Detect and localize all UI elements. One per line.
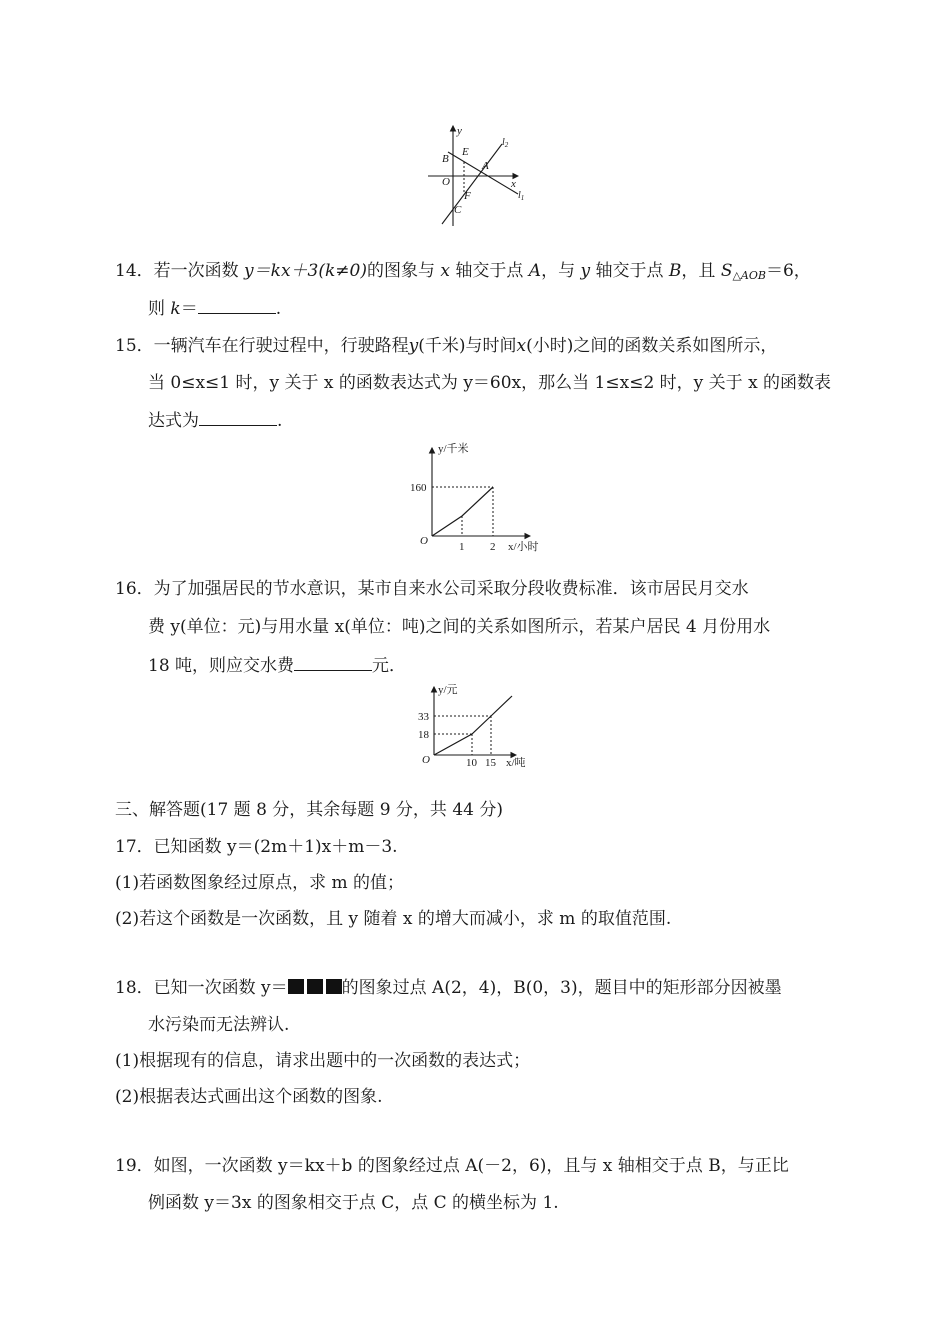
question-16: 16．为了加强居民的节水意识，某市自来水公司采取分段收费标准．该市居民月交水	[115, 579, 749, 599]
question-17: 17．已知函数 y＝(2m＋1)x＋m－3.	[115, 837, 398, 857]
x-tick-10: 10	[466, 757, 477, 769]
label-e: E	[462, 146, 469, 158]
question-15-line3: 达式为 .	[148, 411, 283, 431]
question-16-line3: 18 吨，则应交水费 元．	[148, 656, 407, 676]
x-tick-2: 2	[490, 541, 496, 553]
question-16-line2: 费 y(单位：元)与用水量 x(单位：吨)之间的关系如图所示，若某户居民 4 月份用水	[148, 617, 771, 637]
x-tick-1: 1	[459, 541, 465, 553]
x-axis-label: x/吨	[506, 757, 526, 769]
question-18: 18．已知一次函数 y＝ 的图象过点 A(2，4)，B(0，3)，题目中的矩形部分因被墨	[115, 978, 782, 998]
label-y: y	[457, 125, 462, 137]
label-c: C	[454, 204, 462, 216]
question-18-line2: 水污染而无法辨认.	[148, 1015, 290, 1035]
question-17-part2: (2)若这个函数是一次函数，且 y 随着 x 的增大而减小，求 m 的取值范围.	[115, 909, 672, 929]
y-tick-160: 160	[410, 482, 427, 494]
x-tick-15: 15	[485, 757, 496, 769]
y-tick-33: 33	[418, 711, 429, 723]
y-tick-18: 18	[418, 729, 429, 741]
line-l1	[448, 152, 518, 194]
question-19: 19．如图，一次函数 y＝kx＋b 的图象经过点 A(－2，6)，且与 x 轴相交于点 B，与正比	[115, 1156, 789, 1176]
ink-blot	[288, 978, 342, 1000]
label-x: x	[511, 178, 516, 190]
y-axis-label: y/千米	[438, 443, 469, 455]
question-18-part2: (2)根据表达式画出这个函数的图象.	[115, 1087, 383, 1107]
label-f: F	[464, 190, 471, 202]
label-l2: $l_2$	[502, 137, 509, 149]
answer-blank-14[interactable]	[198, 297, 276, 314]
question-14-line2: 则 k＝ .	[148, 299, 282, 319]
line-l2	[442, 144, 502, 224]
section-heading: 三、解答题(17 题 8 分，其余每题 9 分，共 44 分)	[115, 800, 503, 820]
question-19-line2: 例函数 y＝3x 的图象相交于点 C，点 C 的横坐标为 1.	[148, 1193, 559, 1213]
question-17-part1: (1)若函数图象经过原点，求 m 的值；	[115, 873, 405, 893]
figure-two-lines	[422, 122, 534, 230]
origin-label: O	[420, 535, 428, 547]
figure-water-fee	[412, 683, 534, 773]
label-l1: $l_1$	[518, 190, 525, 202]
label-a: A	[482, 160, 489, 172]
question-14: 14．若一次函数 y＝kx＋3(k≠0)的图象与 x 轴交于点 A，与 y 轴交于点 B，且 $S_{\triangle AOB}=6$，	[115, 261, 811, 282]
answer-blank-15[interactable]	[199, 409, 277, 426]
x-axis-label: x/小时	[508, 541, 539, 553]
y-axis-label: y/元	[438, 684, 458, 696]
figure-distance-time	[402, 440, 552, 558]
label-b: B	[442, 153, 449, 165]
answer-blank-16[interactable]	[294, 654, 372, 671]
graph-line	[434, 696, 512, 755]
question-15-line2: 当 0≤x≤1 时，y 关于 x 的函数表达式为 y＝60x，那么当 1≤x≤2 时，y 关于 x 的函数表	[148, 373, 832, 393]
label-o: O	[442, 176, 450, 188]
question-15: 15．一辆汽车在行驶过程中，行驶路程y(千米)与时间x(小时)之间的函数关系如图所示，	[115, 336, 778, 356]
question-18-part1: (1)根据现有的信息，请求出题中的一次函数的表达式；	[115, 1051, 531, 1071]
origin-label: O	[422, 754, 430, 766]
